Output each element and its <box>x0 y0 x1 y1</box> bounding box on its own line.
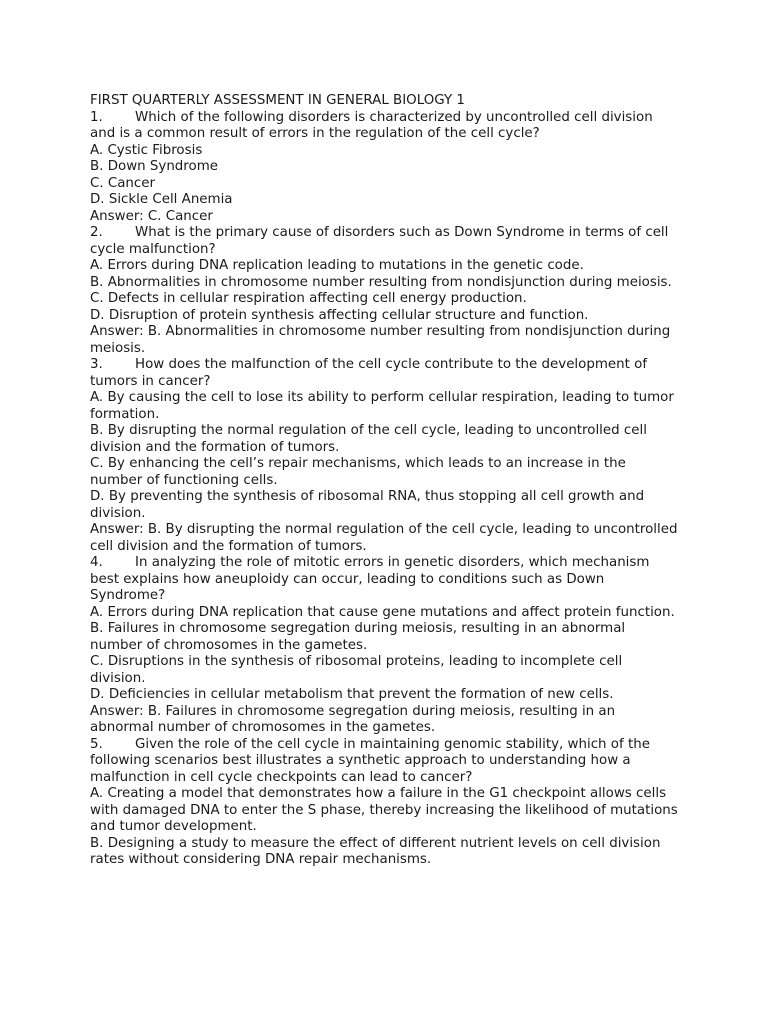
question-text <box>90 555 680 605</box>
option-b: B. Abnormalities in chromosome number resulting from nondisjunction during meiosis. <box>90 274 672 290</box>
option-b: B. By disrupting the normal regulation of the cell cycle, leading to uncontrolled cell division and the formation of tumors. <box>90 423 647 455</box>
question-text <box>90 225 680 258</box>
option-a: A. By causing the cell to lose its ability to perform cellular respiration, leading to tumor formation. <box>90 390 674 422</box>
question-number: 4. <box>90 555 103 570</box>
option-a: A. Cystic Fibrosis <box>90 142 203 158</box>
question-2 <box>90 225 680 357</box>
question-prompt: Which of the following disorders is characterized by uncontrolled cell division and is a common result of errors in the regulation of the cell cycle? <box>90 109 653 141</box>
question-number: 3. <box>90 357 103 372</box>
option-d: D. Disruption of protein synthesis affecting cellular structure and function. <box>90 307 589 323</box>
option-a: A. Errors during DNA replication that cause gene mutations and affect protein function. <box>90 604 675 620</box>
option-c: C. Cancer <box>90 175 156 191</box>
option-b: B. Down Syndrome <box>90 159 218 174</box>
answer: Answer: C. Cancer <box>90 208 213 224</box>
option-b: B. Designing a study to measure the effect of different nutrient levels on cell division rates without considering DNA repair mechanisms. <box>90 835 661 867</box>
question-number: 1. <box>90 109 103 125</box>
question-prompt: How does the malfunction of the cell cycle contribute to the development of tumors in cancer? <box>90 357 648 389</box>
question-prompt: In analyzing the role of mitotic errors in genetic disorders, which mechanism best explains how aneuploidy can occur, leading to conditions such as Down Syndrome? <box>90 555 650 603</box>
option-a: A. Creating a model that demonstrates how a failure in the G1 checkpoint allows cells with damaged DNA to enter the S phase, thereby increasing the likelihood of mutations and tumor development. <box>90 786 678 834</box>
answer: Answer: B. Failures in chromosome segregation during meiosis, resulting in an abnormal number of chromosomes in the gametes. <box>90 703 616 735</box>
document-page <box>90 93 680 869</box>
option-c: C. By enhancing the cell’s repair mechanisms, which leads to an increase in the number of functioning cells. <box>90 456 626 488</box>
question-prompt: Given the role of the cell cycle in maintaining genomic stability, which of the following scenarios best illustrates a synthetic approach to understanding how a malfunction in cell cycle checkpoints can lead to cancer? <box>90 736 650 785</box>
answer: Answer: B. Abnormalities in chromosome number resulting from nondisjunction during meiosis. <box>90 324 671 356</box>
question-1 <box>90 110 680 226</box>
question-text <box>90 357 680 390</box>
option-a: A. Errors during DNA replication leading to mutations in the genetic code. <box>90 258 584 273</box>
question-4 <box>90 555 680 737</box>
option-b: B. Failures in chromosome segregation during meiosis, resulting in an abnormal number of chromosomes in the gametes. <box>90 621 626 653</box>
question-number: 5. <box>90 736 103 752</box>
question-3 <box>90 357 680 555</box>
option-c: C. Disruptions in the synthesis of ribosomal proteins, leading to incomplete cell division. <box>90 654 623 686</box>
question-prompt: What is the primary cause of disorders such as Down Syndrome in terms of cell cycle malfunction? <box>90 225 669 257</box>
option-c: C. Defects in cellular respiration affecting cell energy production. <box>90 291 527 306</box>
option-d: D. Deficiencies in cellular metabolism that prevent the formation of new cells. <box>90 687 614 702</box>
question-5 <box>90 737 680 869</box>
option-d: D. By preventing the synthesis of ribosomal RNA, thus stopping all cell growth and division. <box>90 489 645 521</box>
question-number: 2. <box>90 225 103 240</box>
answer: Answer: B. By disrupting the normal regulation of the cell cycle, leading to uncontrolled cell division and the formation of tumors. <box>90 522 678 554</box>
question-text <box>90 737 680 787</box>
question-text <box>90 110 680 143</box>
document-title: FIRST QUARTERLY ASSESSMENT IN GENERAL BIOLOGY 1 <box>90 93 465 108</box>
option-d: D. Sickle Cell Anemia <box>90 192 233 207</box>
